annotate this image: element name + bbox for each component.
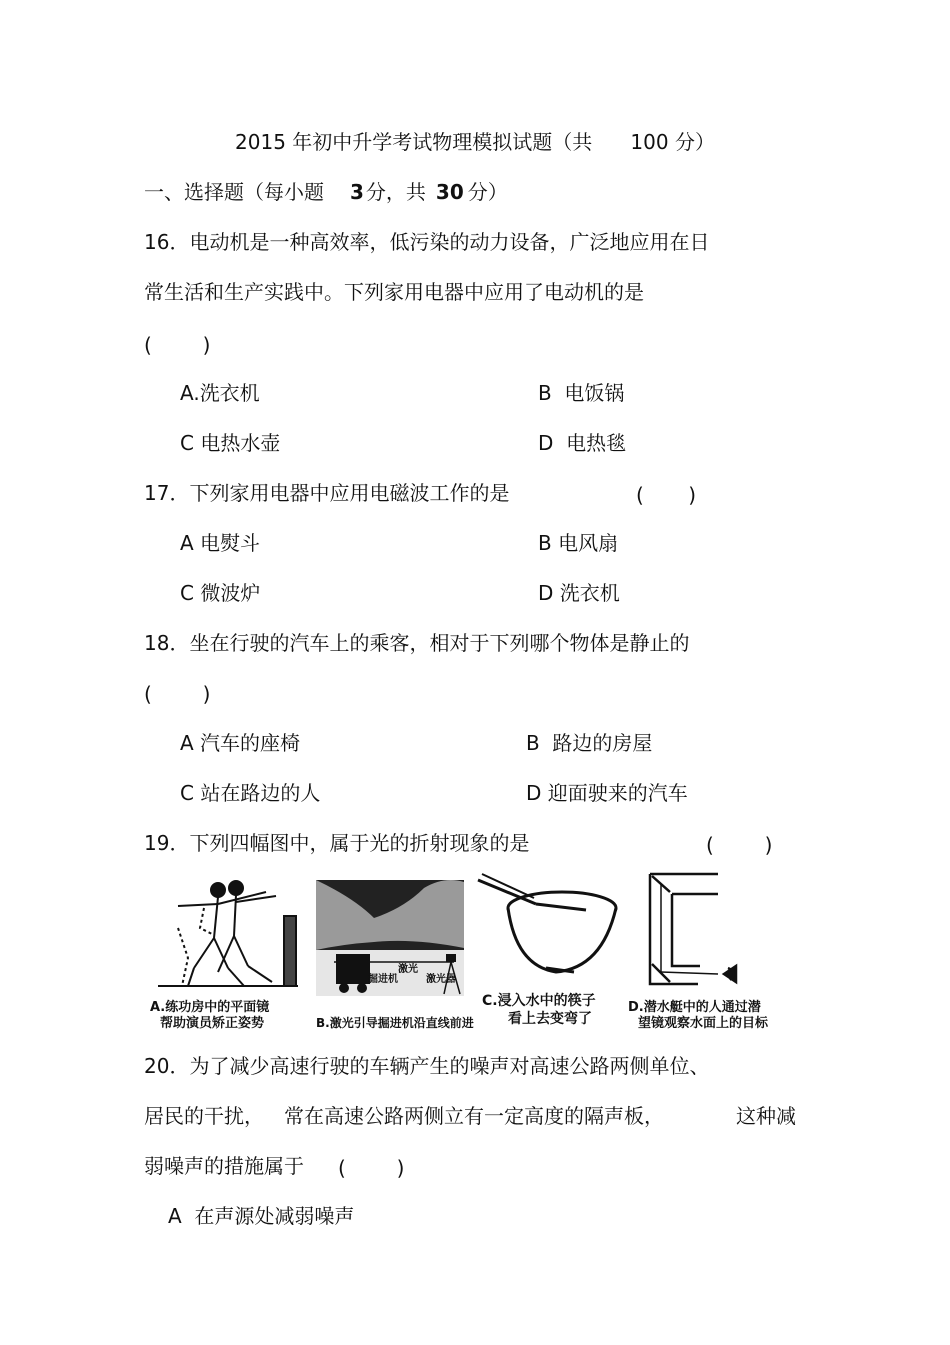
- figure-b-label-3: 激光器: [426, 974, 456, 985]
- figure-d-caption-2: 望镜观察水面上的目标: [638, 1016, 769, 1031]
- q17-option-a: A 电熨斗: [180, 531, 261, 555]
- q18-option-d: D 迎面驶来的汽车: [526, 781, 688, 805]
- figure-c-caption-1: C.浸入水中的筷子: [482, 993, 596, 1009]
- section-total: 30: [435, 180, 464, 204]
- section-heading: [144, 179, 508, 205]
- figure-b-label-2: 激光: [398, 964, 418, 975]
- figure-d-caption-1: D.潜水艇中的人通过潜: [628, 1000, 761, 1015]
- q18-option-c: C 站在路边的人: [180, 781, 321, 805]
- q18-answer-bracket: ( ): [144, 682, 211, 706]
- q20-stem-3: 弱噪声的措施属于: [144, 1154, 304, 1178]
- q20-stem-2a: 居民的干扰，: [144, 1104, 264, 1128]
- q16-option-c: C 电热水壶: [180, 431, 281, 455]
- figure-a-caption-2: 帮助演员矫正姿势: [160, 1016, 265, 1031]
- bowl-chopsticks-illustration: [476, 868, 636, 988]
- q16-stem-2: 常生活和生产实践中。下列家用电器中应用了电动机的是: [144, 280, 644, 304]
- section-mid: 分，共: [365, 180, 426, 204]
- figure-c-caption-2: 看上去变弯了: [508, 1011, 592, 1027]
- dancers-mirror-illustration: [148, 868, 308, 998]
- q17-option-d: D 洗衣机: [538, 581, 620, 605]
- figure-d: [628, 868, 800, 1038]
- figure-a-caption-1: A.练功房中的平面镜: [150, 1000, 270, 1015]
- q17-answer-bracket: ( ): [636, 483, 697, 507]
- q18-stem: 18．坐在行驶的汽车上的乘客，相对于下列哪个物体是静止的: [144, 631, 690, 655]
- q18-option-a: A 汽车的座椅: [180, 731, 301, 755]
- page-title: 2015 年初中升学考试物理模拟试题（共 100 分）: [235, 130, 715, 154]
- section-prefix: 一、选择题（每小题: [144, 180, 324, 204]
- q20-stem-1: 20．为了减少高速行驶的车辆产生的噪声对高速公路两侧单位、: [144, 1054, 710, 1078]
- figure-a: [148, 868, 308, 1038]
- q16-option-b: B 电饭锅: [538, 381, 625, 405]
- q20-answer-bracket: ( ): [338, 1156, 405, 1180]
- q20-option-a: A 在声源处减弱噪声: [168, 1204, 355, 1228]
- q17-option-c: C 微波炉: [180, 581, 261, 605]
- figure-b-caption: B.激光引导掘进机沿直线前进: [316, 1016, 474, 1030]
- figure-c: [476, 868, 636, 1038]
- section-suffix: 分）: [467, 180, 508, 204]
- q17-option-b: B 电风扇: [538, 531, 619, 555]
- q16-stem-1: 16．电动机是一种高效率，低污染的动力设备，广泛地应用在日: [144, 230, 710, 254]
- q19-answer-bracket: ( ): [706, 833, 773, 857]
- q18-option-b: B 路边的房屋: [526, 731, 653, 755]
- q20-stem-2b: 常在高速公路两侧立有一定高度的隔声板，: [284, 1104, 664, 1128]
- q20-stem-2c: 这种减: [736, 1104, 796, 1128]
- periscope-illustration: [628, 868, 798, 993]
- figure-b-label-1: 掘进机: [368, 974, 398, 985]
- q17-stem: 17．下列家用电器中应用电磁波工作的是: [144, 481, 510, 505]
- figure-b: [314, 868, 472, 1038]
- q19-stem: 19．下列四幅图中，属于光的折射现象的是: [144, 831, 530, 855]
- section-points: 3: [350, 180, 364, 204]
- q16-option-d: D 电热毯: [538, 431, 627, 455]
- q16-option-a: A.洗衣机: [180, 381, 260, 405]
- q16-answer-bracket: ( ): [144, 333, 211, 357]
